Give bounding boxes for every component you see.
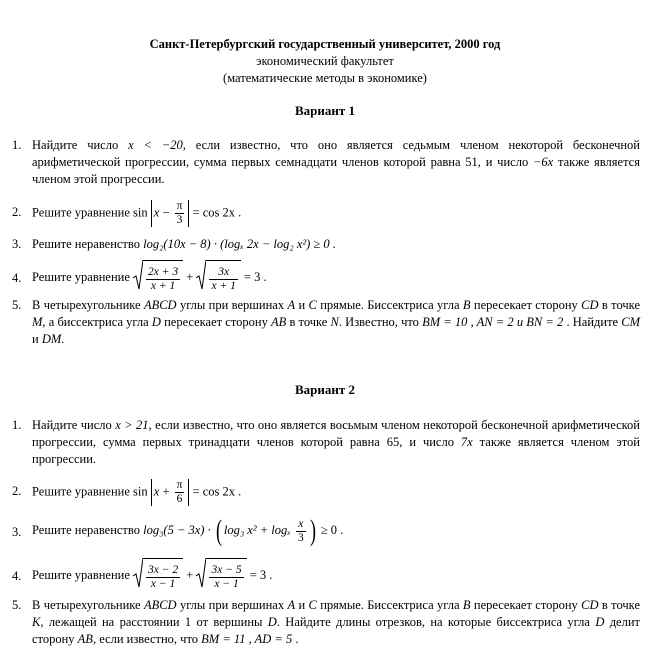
problem-text: . Найдите длины отрезков, на которые биссектриса угла: [276, 615, 596, 629]
problem-text: Решите уравнение: [32, 568, 134, 582]
math-var: D: [267, 615, 277, 629]
problem-text: также является членом этой прогрессии.: [32, 435, 640, 466]
math-rhs: ≥ 0 .: [317, 522, 344, 537]
problem-text: Решите уравнение: [32, 270, 134, 284]
math-expression: −6x: [532, 155, 554, 169]
square-root: [196, 558, 246, 595]
math-expression: x > 21: [115, 418, 149, 432]
header-university: Санкт-Петербургский государственный университет, 2000 год: [149, 37, 501, 51]
problem-text: Решите неравенство: [32, 522, 144, 537]
problem-number: 4.: [12, 569, 22, 583]
math-rhs: = cos 2x .: [189, 484, 242, 499]
problem-text: углы при вершинах: [176, 598, 288, 612]
radical-sign-icon: [133, 260, 143, 290]
header-faculty: экономический факультет: [256, 54, 394, 68]
square-root: [133, 558, 183, 595]
problem-text: делит сторону: [32, 615, 640, 646]
fraction-numerator: 3x: [209, 266, 237, 280]
problem-number: 1.: [12, 138, 22, 152]
math-sin: sin: [133, 205, 148, 220]
math-var: DM: [41, 332, 62, 346]
math-expression: log₂(10x − 8) · (logₓ 2x − log₂ x²) ≥ 0 .: [143, 237, 336, 251]
radical-sign-icon: [196, 260, 206, 290]
variant2-problem-5: [12, 597, 640, 648]
math-var: K: [32, 615, 41, 629]
fraction-denominator: 3: [176, 214, 183, 226]
math-op: +: [186, 568, 194, 582]
math-rhs: = 3 .: [243, 270, 267, 284]
variant1-problem-1: [12, 137, 640, 188]
math-expression: log₃(5 − 3x) ·: [143, 522, 214, 537]
problem-text: пересекает сторону: [470, 298, 582, 312]
fraction: [146, 564, 180, 591]
fraction: [175, 200, 185, 227]
variant2-problem-1: [12, 417, 640, 468]
problem-text: Найдите число: [32, 138, 129, 152]
variant1-problem-5: [12, 297, 640, 348]
problem-text: .: [292, 632, 299, 646]
math-rhs: = cos 2x .: [189, 205, 242, 220]
fraction: [146, 266, 180, 293]
fraction: [175, 479, 185, 506]
paren-close: ): [309, 514, 316, 547]
fraction-numerator: 3x − 5: [211, 564, 242, 577]
absolute-value: [151, 479, 190, 506]
math-var: B: [462, 598, 471, 612]
problem-number: 3.: [12, 525, 22, 539]
problem-text: , лежащей на расстоянии 1 от вершины: [40, 615, 268, 629]
math-rhs: = 3 .: [249, 568, 273, 582]
fraction: [209, 564, 243, 591]
paren-open: (: [215, 514, 222, 547]
math-var: A: [287, 598, 296, 612]
math-var: C: [308, 298, 317, 312]
fraction-denominator: 6: [176, 493, 183, 505]
math-op: +: [159, 484, 173, 499]
problem-number: 3.: [12, 237, 22, 251]
math-var: M: [32, 315, 43, 329]
math-op: +: [186, 270, 194, 284]
variant1-problem-3: [12, 236, 640, 253]
math-var: D: [151, 315, 161, 329]
problem-number: 5.: [12, 598, 22, 612]
problem-text: Решите уравнение: [32, 205, 134, 220]
problem-text: Решите уравнение: [32, 484, 134, 499]
problem-text: пересекает сторону: [160, 315, 271, 329]
math-var: CM: [621, 315, 640, 329]
fraction-denominator: x − 1: [150, 578, 176, 591]
square-root: [133, 260, 183, 297]
problem-text: Найдите число: [32, 418, 116, 432]
problem-text: и: [295, 598, 309, 612]
math-var: AB: [271, 315, 287, 329]
problem-text: также является членом этой прогрессии.: [32, 155, 640, 186]
fraction-numerator: x: [296, 518, 306, 532]
square-root: [196, 260, 240, 297]
variant2-problem-3: [12, 516, 640, 546]
math-var: D: [595, 615, 605, 629]
fraction-denominator: x − 1: [214, 578, 239, 591]
problem-number: 2.: [12, 205, 22, 219]
problem-text: . Известно, что: [338, 315, 423, 329]
problem-text: прямые. Биссектриса угла: [316, 298, 463, 312]
problem-text: , а биссектриса угла: [42, 315, 152, 329]
fraction-numerator: π: [176, 479, 183, 491]
fraction-numerator: π: [176, 200, 183, 212]
math-var: C: [308, 598, 317, 612]
math-var: x: [153, 205, 160, 220]
problem-text: , если известно, что оно является восьмым членом некоторой бесконечной арифметической прогрессии, сумма первых тринадцати членов которой равна 65, и число: [32, 418, 640, 449]
problem-text: прямые. Биссектриса угла: [316, 598, 463, 612]
header-program: (математические методы в экономике): [223, 71, 427, 85]
problem-text: , если известно, что оно является седьмым членом некоторой бесконечной арифметической прогрессии, сумма первых семнадцати членов которой равна 51, и число: [32, 138, 640, 169]
math-var: ABCD: [143, 598, 177, 612]
problem-text: в точке: [598, 598, 640, 612]
fraction: [209, 266, 237, 293]
math-sin: sin: [133, 484, 148, 499]
problem-text: В четырехугольнике: [32, 298, 144, 312]
radical-sign-icon: [133, 558, 143, 588]
math-var: B: [462, 298, 471, 312]
math-expression: 7x: [460, 435, 473, 449]
problem-text: .: [61, 332, 65, 346]
problem-number: 5.: [12, 298, 22, 312]
problem-text: Решите неравенство: [32, 237, 144, 251]
fraction-denominator: 3: [297, 531, 304, 544]
problem-text: . Найдите: [563, 315, 622, 329]
problem-text: в точке: [598, 298, 640, 312]
math-var: CD: [581, 598, 599, 612]
math-var: x: [153, 484, 160, 499]
problem-text: углы при вершинах: [176, 298, 288, 312]
problem-number: 2.: [12, 484, 22, 498]
math-op: −: [159, 205, 173, 220]
math-var: CD: [581, 298, 599, 312]
math-expression: BM = 10 , AN = 2 и BN = 2: [422, 315, 564, 329]
math-var: ABCD: [143, 298, 177, 312]
problem-text: пересекает сторону: [470, 598, 582, 612]
fraction-numerator: 2x + 3: [148, 266, 179, 279]
problem-text: и: [32, 332, 42, 346]
math-expression: log₃ x² + logₓ: [223, 522, 294, 537]
math-expression: x < −20: [128, 138, 183, 152]
fraction-denominator: x + 1: [150, 280, 176, 293]
variant1-title: Вариант 1: [294, 103, 356, 118]
problem-text: в точке: [286, 315, 331, 329]
fraction-denominator: x + 1: [211, 280, 236, 293]
fraction-numerator: 3x − 2: [148, 564, 179, 577]
math-var: A: [287, 298, 296, 312]
problem-number: 4.: [12, 271, 22, 285]
problem-text: и: [295, 298, 309, 312]
math-var: AB: [77, 632, 93, 646]
problem-text: В четырехугольнике: [32, 598, 144, 612]
variant1-problem-2: [12, 200, 640, 227]
document-header: [0, 36, 650, 87]
fraction: [296, 518, 306, 545]
variant1-problem-4: [12, 259, 640, 297]
problem-text: , если известно, что: [92, 632, 202, 646]
absolute-value: [151, 200, 190, 227]
math-expression: BM = 11 , AD = 5: [201, 632, 293, 646]
radical-sign-icon: [196, 558, 206, 588]
variant2-problem-4: [12, 557, 640, 595]
variant2-title: Вариант 2: [294, 382, 356, 397]
math-var: N: [330, 315, 339, 329]
problem-number: 1.: [12, 418, 22, 432]
variant2-problem-2: [12, 479, 640, 506]
